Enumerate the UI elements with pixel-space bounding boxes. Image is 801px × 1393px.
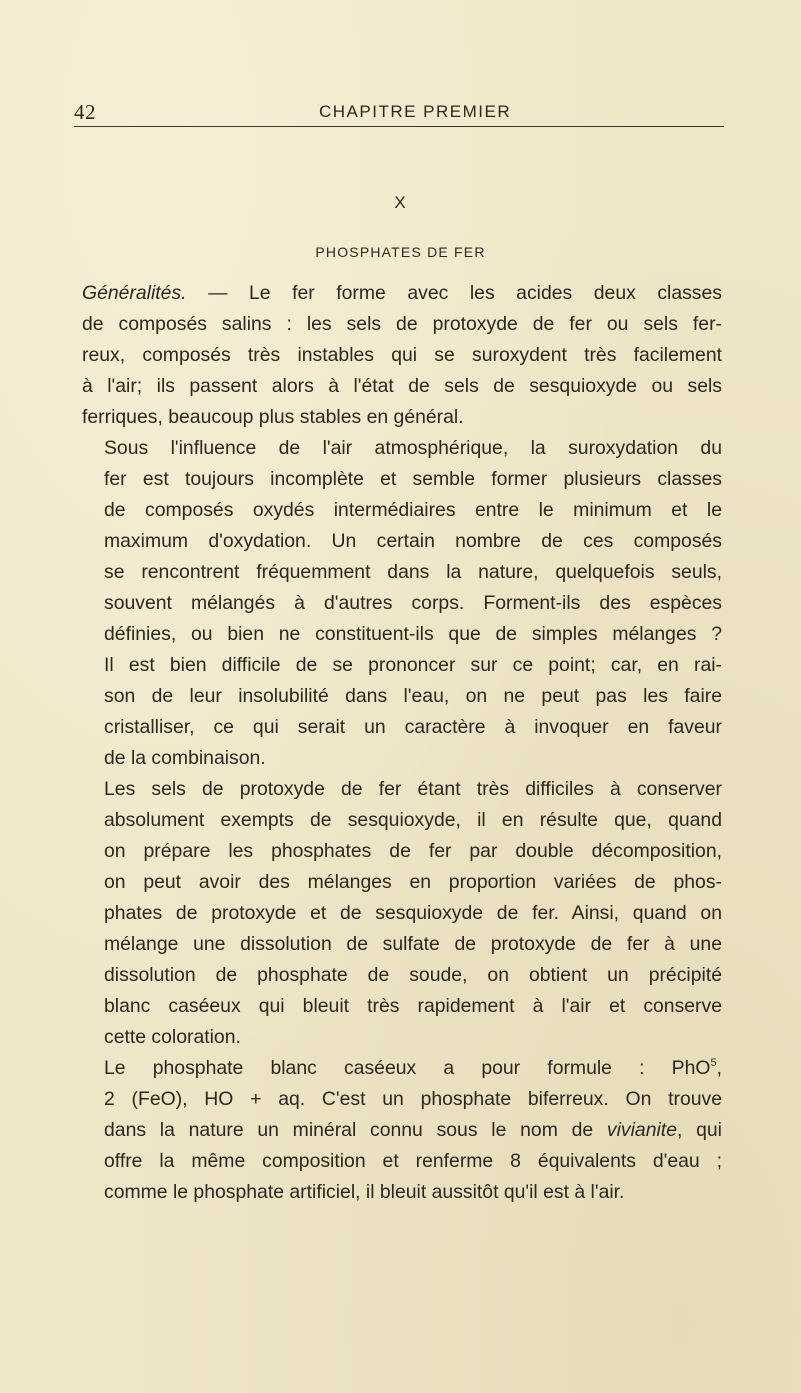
text-line-part: — Le fer forme avec les acides deux classes	[186, 282, 722, 304]
paragraph-influence	[82, 433, 722, 774]
text-line: de la combinaison.	[104, 747, 266, 769]
text-line	[82, 278, 722, 309]
chapter-title: CHAPITRE PREMIER	[319, 102, 512, 121]
text-line: offre la même composition et renferme 8 équivalents d'eau ;	[104, 1150, 722, 1172]
paragraph-generalites	[82, 278, 722, 433]
text-line: dissolution de phosphate de soude, on obtient un précipité	[104, 964, 722, 986]
text-line: de composés oxydés intermédiaires entre le minimum et le	[104, 499, 722, 521]
text-line: Il est bien difficile de se prononcer sur ce point; car, en rai-	[104, 654, 722, 676]
page-number: 42	[74, 100, 96, 124]
text-line: Sous l'influence de l'air atmosphérique, la suroxydation du	[104, 437, 722, 459]
text-line: son de leur insolubilité dans l'eau, on ne peut pas les faire	[104, 685, 722, 707]
text-line: définies, ou bien ne constituent-ils que de simples mélanges ?	[104, 623, 722, 645]
body-text	[82, 278, 722, 1208]
text-line: souvent mélangés à d'autres corps. Forment-ils des espèces	[104, 592, 722, 614]
text-line: se rencontrent fréquemment dans la nature, quelquefois seuls,	[104, 561, 722, 583]
text-line: phates de protoxyde et de sesquioxyde de fer. Ainsi, quand on	[104, 902, 722, 924]
paragraph-protoxyde	[82, 774, 722, 1053]
text-line: fer est toujours incomplète et semble former plusieurs classes	[104, 468, 722, 490]
text-line: reux, composés très instables qui se suroxydent très facilement	[82, 344, 722, 366]
text-line	[82, 1053, 722, 1084]
text-line: de composés salins : les sels de protoxyde de fer ou sels fer-	[82, 313, 722, 335]
text-line: on peut avoir des mélanges en proportion variées de phos-	[104, 871, 722, 893]
text-line: absolument exempts de sesquioxyde, il en résulte que, quand	[104, 809, 722, 831]
text-line-part: dans la nature un minéral connu sous le nom de	[104, 1119, 607, 1141]
text-line: cristalliser, ce qui serait un caractère à invoquer en faveur	[104, 716, 722, 738]
formula-superscript: 5	[710, 1057, 717, 1069]
text-line-part: ,	[716, 1057, 722, 1079]
mineral-name: vivianite	[606, 1119, 677, 1141]
paragraph-phosphate-blanc	[82, 1053, 722, 1208]
text-line: maximum d'oxydation. Un certain nombre de ces composés	[104, 530, 722, 552]
text-line-part: Le phosphate blanc caséeux a pour formule : PhO	[104, 1057, 711, 1079]
section-number: X	[394, 193, 407, 212]
text-line: on prépare les phosphates de fer par double décomposition,	[104, 840, 722, 862]
running-head	[74, 96, 724, 127]
text-line: comme le phosphate artificiel, il bleuit aussitôt qu'il est à l'air.	[104, 1181, 625, 1203]
text-line: Les sels de protoxyde de fer étant très difficiles à conserver	[104, 778, 722, 800]
text-line	[82, 1115, 722, 1146]
text-line: 2 (FeO), HO + aq. C'est un phosphate biferreux. On trouve	[104, 1088, 722, 1110]
text-line-part: , qui	[676, 1119, 722, 1141]
text-line: cette coloration.	[104, 1026, 241, 1048]
text-line: ferriques, beaucoup plus stables en général.	[82, 406, 464, 428]
text-line: à l'air; ils passent alors à l'état de sels de sesquioxyde ou sels	[82, 375, 722, 397]
text-line: mélange une dissolution de sulfate de protoxyde de fer à une	[104, 933, 722, 955]
paragraph-lead: Généralités.	[82, 282, 187, 304]
text-line: blanc caséeux qui bleuit très rapidement à l'air et conserve	[104, 995, 722, 1017]
section-title: PHOSPHATES DE FER	[315, 244, 486, 260]
